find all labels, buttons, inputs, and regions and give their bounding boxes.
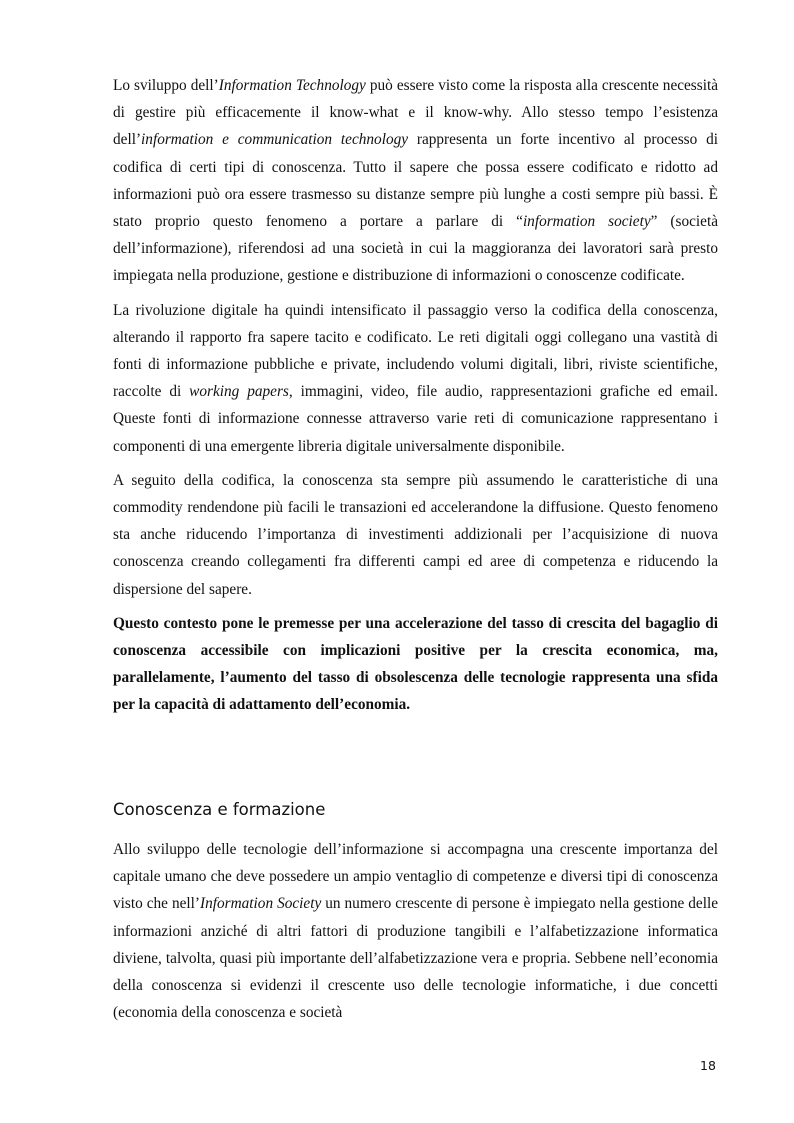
document-body: [113, 72, 718, 719]
text-run: Allo sviluppo delle tecnologie dell’informazione si accompagna una crescente importanza del capitale umano che deve possedere un ampio ventaglio di competenze e diversi tipi di conoscenza visto che nell’: [113, 841, 718, 913]
paragraph-knowledge-training: [113, 836, 718, 1026]
section-heading: Conoscenza e formazione: [113, 800, 326, 819]
italic-term: Information Society: [200, 895, 322, 913]
italic-term: information e communication technology: [141, 131, 409, 149]
text-run: ” (società dell’informazione), riferendosi ad una società in cui la maggioranza dei lavoratori sarà presto impiegata nella produzione, gestione e distribuzione di informazioni o conoscenze codificate.: [113, 213, 718, 285]
section-body: [113, 836, 718, 1026]
paragraph-information-technology: [113, 72, 718, 290]
text-run: rappresenta un forte incentivo al processo di codifica di certi tipi di conoscenza. Tutto il sapere che possa essere codificato e ridotto ad informazioni può ora essere trasmesso su distanze sempre più lunghe a costi sempre più bassi. È stato proprio questo fenomeno a portare a parlare di “: [113, 131, 718, 231]
italic-term: Information Technology: [218, 77, 366, 94]
paragraph-codification: A seguito della codifica, la conoscenza sta sempre più assumendo le caratteristiche di una commodity rendendone più facili le transazioni ed accelerandone la diffusione. Questo fenomeno sta anche riducendo l’importanza di investimenti addizionali per l’acquisizione di nuova conoscenza creando collegamenti fra differenti campi ed aree di competenza e riducendo la dispersione del sapere.: [113, 471, 718, 598]
italic-term: working papers: [189, 383, 289, 401]
italic-term: information society: [522, 213, 651, 231]
text-run: può essere visto come la risposta alla crescente necessità di gestire più efficacemente il know-what e il know-why. Allo stesso tempo l’esistenza dell’: [113, 77, 719, 149]
page-number: 18: [700, 1058, 716, 1073]
paragraph-bold-conclusion: Questo contesto pone le premesse per una accelerazione del tasso di crescita del bagaglio di conoscenza accessibile con implicazioni positive per la crescita economica, ma, parallelamente, l’aumento del tasso di obsolescenza delle tecnologie rappresenta una sfida per la capacità di adattamento dell’economia.: [113, 614, 718, 714]
text-run: Lo sviluppo dell’: [113, 77, 219, 94]
text-run: , immagini, video, file audio, rappresentazioni grafiche ed email. Queste fonti di informazione connesse attraverso varie reti di comunicazione rappresentano i componenti di una emergente libreria digitale universalmente disponibile.: [113, 383, 718, 455]
text-run: un numero crescente di persone è impiegato nella gestione delle informazioni anziché di altri fattori di produzione tangibili e l’alfabetizzazione informatica diviene, talvolta, quasi più importante dell’alfabetizzazione vera e propria. Sebbene nell’economia della conoscenza si evidenzi il crescente uso delle tecnologie informatiche, i due concetti (economia della conoscenza e società: [113, 895, 718, 1022]
text-run: La rivoluzione digitale ha quindi intensificato il passaggio verso la codifica della conoscenza, alterando il rapporto fra sapere tacito e codificato. Le reti digitali oggi collegano una vastità di fonti di informazione pubbliche e private, includendo volumi digitali, libri, riviste scientifiche, raccolte di: [113, 301, 718, 401]
paragraph-digital-revolution: [113, 297, 718, 460]
